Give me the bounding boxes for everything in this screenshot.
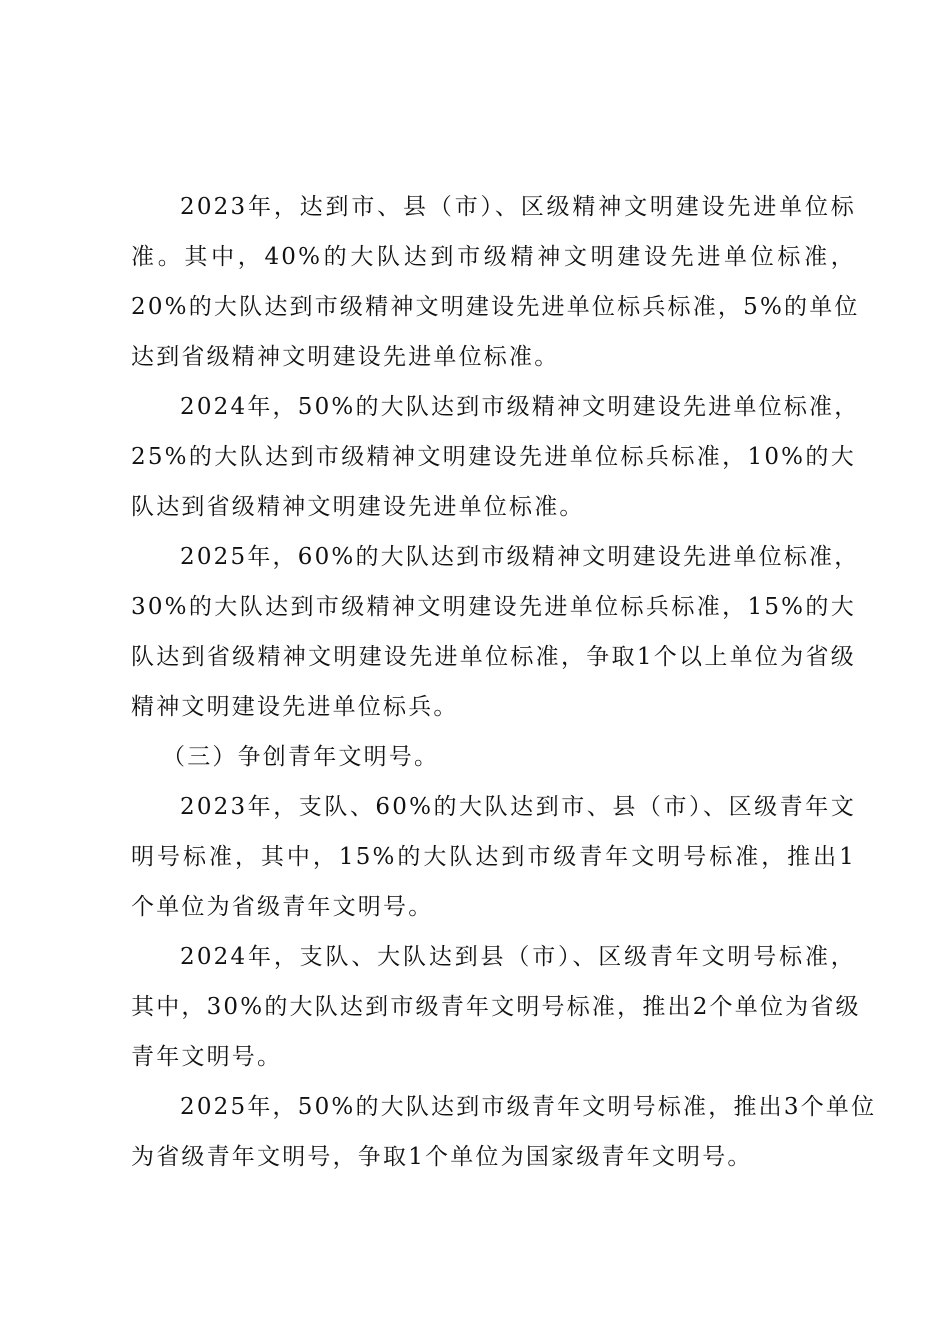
- paragraph-line: 20%的大队达到市级精神文明建设先进单位标兵标准，5%的单位: [131, 294, 860, 320]
- paragraph-line: 2023年，达到市、县（市）、区级精神文明建设先进单位标: [180, 194, 856, 220]
- paragraph-line: 达到省级精神文明建设先进单位标准。: [131, 344, 560, 370]
- paragraph-line: 25%的大队达到市级精神文明建设先进单位标兵标准，10%的大: [131, 444, 856, 470]
- paragraph-line: 为省级青年文明号，争取1个单位为国家级青年文明号。: [131, 1144, 753, 1170]
- paragraph-line: 2024年，50%的大队达到市级精神文明建设先进单位标准，: [180, 394, 860, 420]
- paragraph-line: 30%的大队达到市级精神文明建设先进单位标兵标准，15%的大: [131, 594, 856, 620]
- section-heading: （三）争创青年文明号。: [162, 744, 440, 770]
- paragraph-line: 队达到省级精神文明建设先进单位标准，争取1个以上单位为省级: [131, 644, 856, 670]
- paragraph-line: 队达到省级精神文明建设先进单位标准。: [131, 494, 585, 520]
- paragraph-line: 精神文明建设先进单位标兵。: [131, 694, 459, 720]
- paragraph-line: 准。其中，40%的大队达到市级精神文明建设先进单位标准，: [131, 244, 856, 270]
- paragraph-line: 2025年，50%的大队达到市级青年文明号标准，推出3个单位: [180, 1094, 877, 1120]
- paragraph-line: 2024年，支队、大队达到县（市）、区级青年文明号标准，: [180, 944, 856, 970]
- paragraph-line: 青年文明号。: [131, 1044, 283, 1070]
- paragraph-line: 个单位为省级青年文明号。: [131, 894, 434, 920]
- paragraph-line: 2023年，支队、60%的大队达到市、县（市）、区级青年文: [180, 794, 856, 820]
- paragraph-line: 2025年，60%的大队达到市级精神文明建设先进单位标准，: [180, 544, 860, 570]
- paragraph-line: 明号标准，其中，15%的大队达到市级青年文明号标准，推出1: [131, 844, 856, 870]
- paragraph-line: 其中，30%的大队达到市级青年文明号标准，推出2个单位为省级: [131, 994, 861, 1020]
